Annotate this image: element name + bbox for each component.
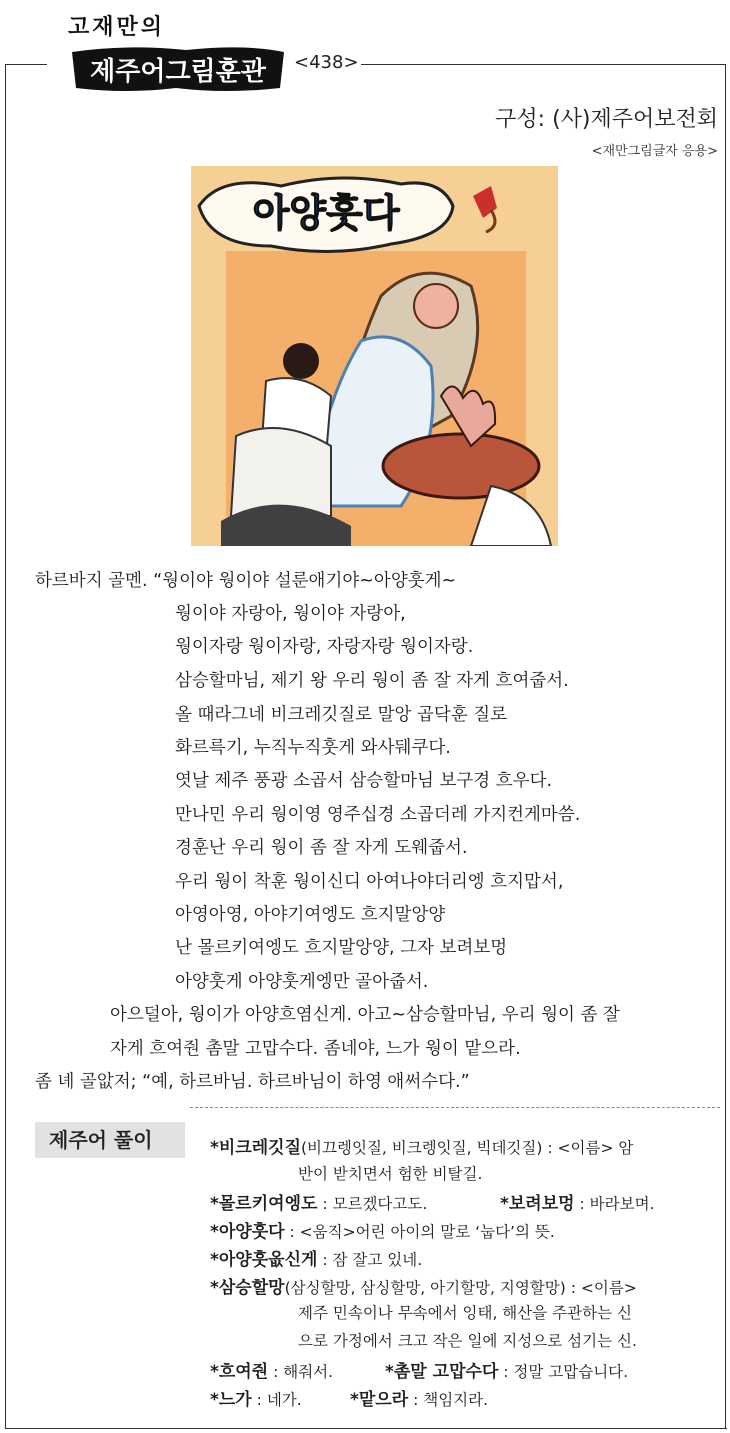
glossary-definition: <움직>어린 아이의 말로 ‘눕다’의 뜻. (299, 1223, 555, 1241)
body-line: 아으덜아, 웡이가 아양흐염신게. 아고~삼승할마님, 우리 웡이 좀 잘 (110, 1005, 620, 1025)
frame-top-right-rule (360, 64, 726, 65)
series-name: 고재만의 (68, 15, 166, 40)
glossary-definition-continued: 제주 민속이나 무속에서 잉태, 해산을 주관하는 신 (298, 1304, 632, 1322)
glossary-definition-continued: 반이 받치면서 험한 비탈길. (298, 1165, 483, 1183)
glossary-variants: (비끄렝잇질, 비크렝잇질, 빅데깃질) (301, 1139, 543, 1157)
glossary-definition: <이름> 암 (557, 1139, 634, 1157)
glossary-entry: *흐여줜 : 해줘서. (210, 1362, 334, 1382)
glossary-entry: *삼승할망(삼싱할망, 삼싱할망, 아기할망, 지영할망) : <이름> (210, 1278, 637, 1298)
body-line: 만나민 우리 웡이영 영주십경 소곱더레 가지컨게마씀. (175, 805, 581, 825)
glossary-title: 제주어 풀이 (35, 1122, 185, 1158)
frame-left-rule (5, 64, 6, 1428)
glossary-entry: *보려보멍 : 바라보며. (500, 1194, 655, 1214)
glossary-definition: 정말 고맙습니다. (513, 1363, 629, 1381)
body-line: 올 때라그네 비크레깃질로 말앙 곱닥훈 질로 (175, 705, 508, 725)
body-line: 하르바지 골멘. “웡이야 웡이야 설룬애기야~아양훗게~ (35, 571, 457, 591)
glossary-term: *맡으라 (350, 1390, 409, 1410)
illustration (191, 166, 558, 546)
body-line: 삼승할마님, 제기 왕 우리 웡이 좀 잘 자게 흐여줍서. (175, 671, 569, 691)
glossary-term: *아양훗다 (210, 1222, 285, 1242)
body-line: 난 몰르키여엥도 흐지말앙양, 그자 보려보멍 (175, 938, 508, 958)
logo-text: 제주어그림훈관 (90, 57, 266, 87)
credit-subline: <재만그림글자 응용> (591, 144, 718, 159)
glossary-entry: *촘말 고맙수다 : 정말 고맙습니다. (385, 1362, 629, 1382)
glossary-entry: *맡으라 : 책임지라. (350, 1390, 489, 1410)
body-line: 자게 흐여줜 촘말 고맙수다. 좀네야, 느가 웡이 맡으라. (110, 1039, 521, 1059)
glossary-term: *아양훗옶신게 (210, 1250, 318, 1270)
glossary-variants: (삼싱할망, 삼싱할망, 아기할망, 지영할망) (284, 1279, 566, 1297)
glossary-divider (190, 1107, 720, 1108)
body-line: 화르륵기, 누직누직훗게 와사뒈쿠다. (175, 738, 451, 758)
glossary-term: *촘말 고맙수다 (385, 1362, 499, 1382)
glossary-term: *몰르키여엥도 (210, 1194, 318, 1214)
frame-right-rule (725, 64, 726, 1428)
series-logo (66, 42, 290, 96)
glossary-definition: 잠 잘고 있네. (332, 1251, 423, 1269)
glossary-definition: 해줘서. (283, 1363, 334, 1381)
glossary-definition: 바라보며. (589, 1195, 655, 1213)
body-line: 경훈난 우리 웡이 좀 잘 자게 도웨줍서. (175, 838, 468, 858)
glossary-entry: *아양훗옶신게 : 잠 잘고 있네. (210, 1250, 423, 1270)
body-line: 웡이야 자랑아, 웡이야 자랑아, (175, 604, 406, 624)
glossary-entry: *비크레깃질(비끄렝잇질, 비크렝잇질, 빅데깃질) : <이름> 암 (210, 1138, 634, 1158)
body-line: 우리 웡이 착훈 웡이신디 아여나야더리엥 흐지맙서, (175, 872, 564, 892)
glossary-term: *느가 (210, 1390, 252, 1410)
frame-bottom-rule (5, 1428, 727, 1429)
glossary-term: *삼승할망 (210, 1278, 285, 1298)
body-line: 아양훗게 아양훗게엥만 골아줍서. (175, 972, 429, 992)
glossary-term: *흐여줜 (210, 1362, 269, 1382)
body-line: 엿날 제주 풍광 소곱서 삼승할마님 보구경 흐우다. (175, 771, 553, 791)
glossary-entry: *아양훗다 : <움직>어린 아이의 말로 ‘눕다’의 뜻. (210, 1222, 555, 1242)
illustration-title: 아양훗다 (252, 191, 400, 235)
body-line: 좀 녜 골앖저; “예, 하르바님. 하르바님이 하영 애써수다.” (35, 1072, 470, 1092)
issue-number: <438> (294, 52, 359, 73)
glossary-entry: *느가 : 네가. (210, 1390, 302, 1410)
body-line: 웡이자랑 웡이자랑, 자랑자랑 웡이자랑. (175, 637, 474, 657)
glossary-definition: 네가. (266, 1391, 302, 1409)
glossary-definition-continued: 으로 가정에서 크고 작은 일에 지성으로 섬기는 신. (298, 1332, 637, 1350)
glossary-definition: <이름> (580, 1279, 637, 1297)
glossary-term: *비크레깃질 (210, 1138, 301, 1158)
credit-line: 구성: (사)제주어보전회 (495, 107, 718, 132)
glossary-definition: 책임지라. (423, 1391, 489, 1409)
glossary-term: *보려보멍 (500, 1194, 575, 1214)
body-line: 아영아영, 아야기여엥도 흐지말앙양 (175, 905, 446, 925)
frame-top-left-rule (5, 64, 47, 65)
glossary-definition: 모르겠다고도. (332, 1195, 428, 1213)
glossary-entry: *몰르키여엥도 : 모르겠다고도. (210, 1194, 428, 1214)
